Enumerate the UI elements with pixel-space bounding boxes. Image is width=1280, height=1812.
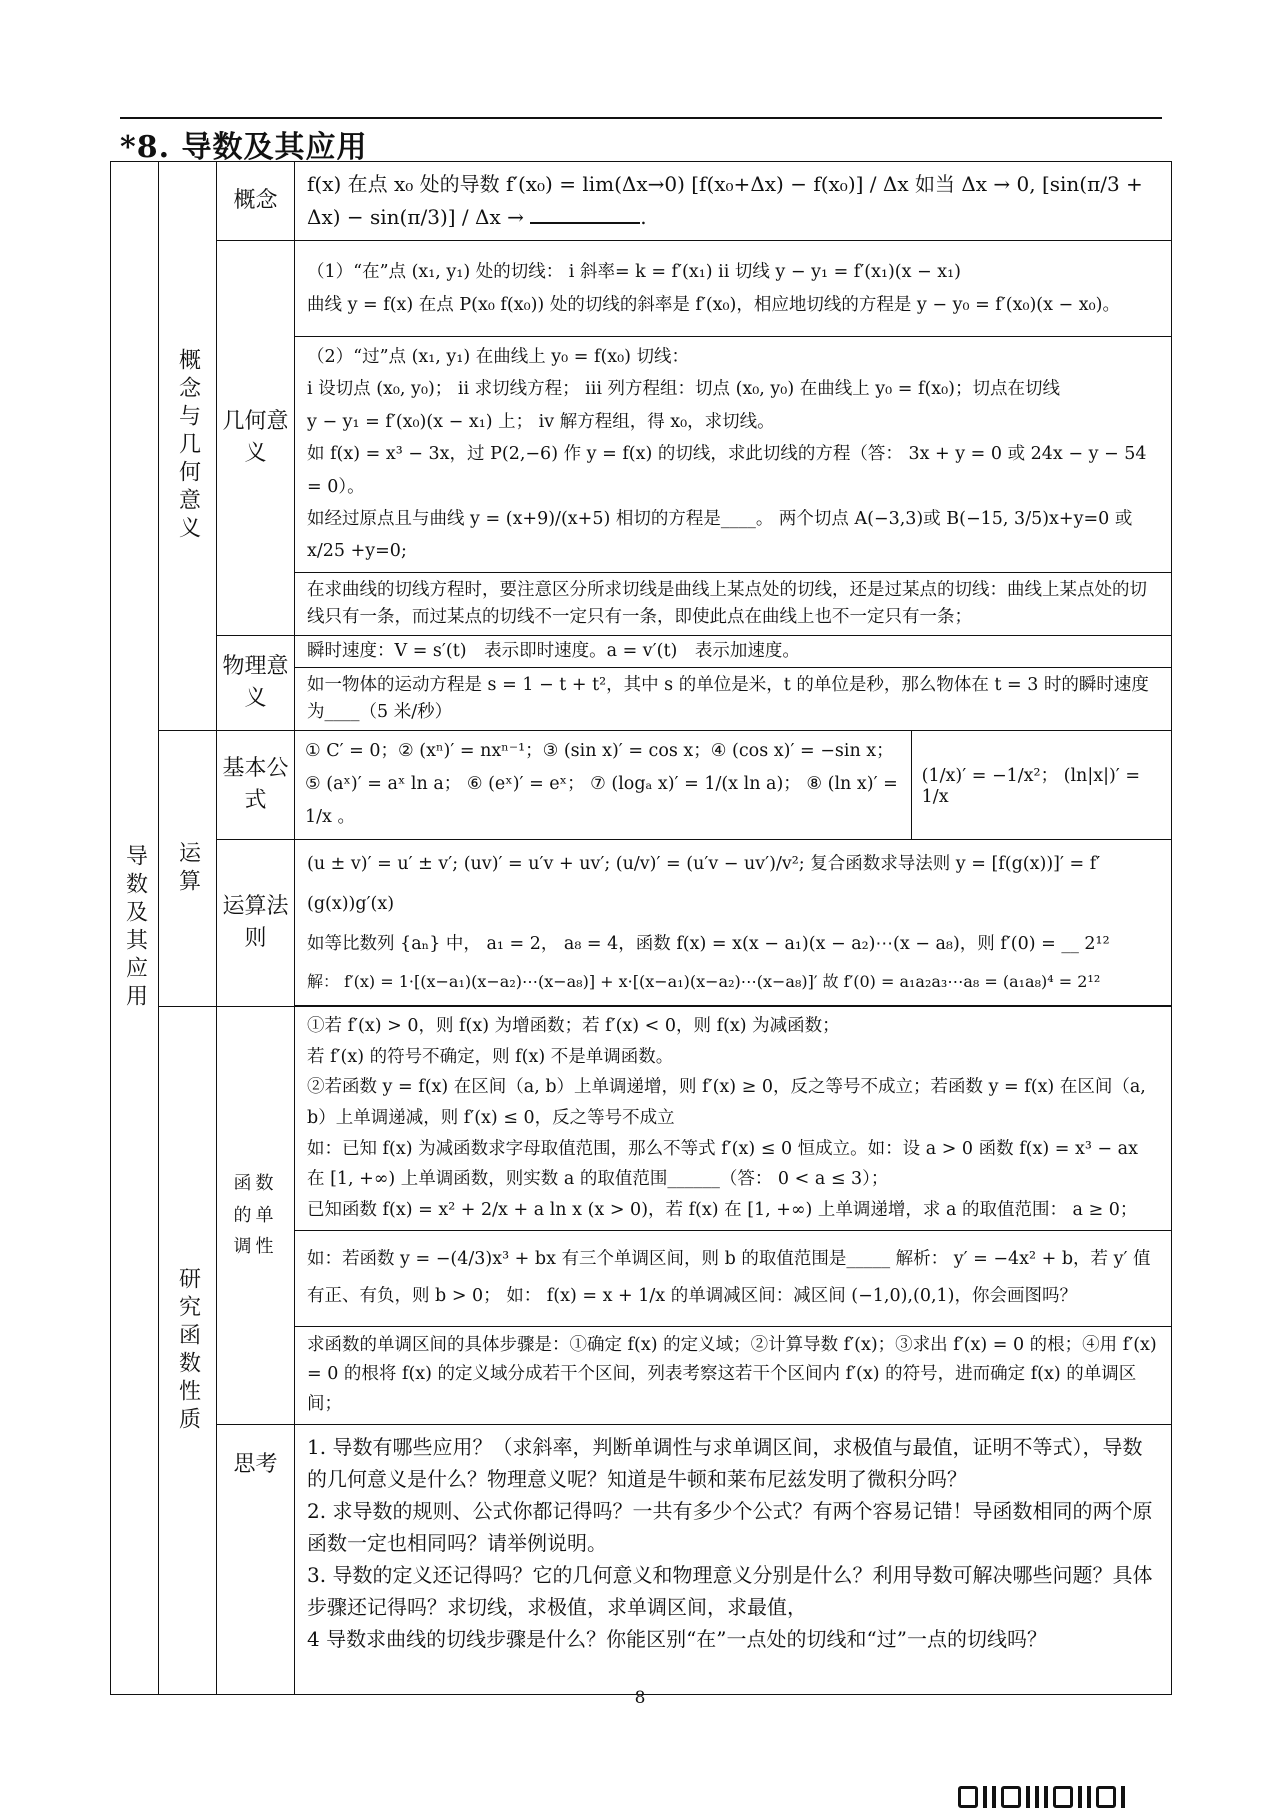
geometry-through-point — [295, 337, 1172, 573]
section-function-properties — [159, 1007, 217, 1695]
label-concept: 概念 — [217, 162, 295, 241]
think-line: 1. 导数有哪些应用？（求斜率，判断单调性与求单调区间，求极值与最值，证明不等式），导数的几何意义是什么？物理意义呢？知道是牛顿和莱布尼兹发明了微积分吗？ — [307, 1434, 1143, 1491]
monotonic-line: 求函数的单调区间的具体步骤是：①确定 f(x) 的定义域；②计算导数 f′(x)；③求出 f′(x) = 0 的根；④用 f′(x) = 0 的根将 f(x) 的定义域分成若干个区间，列表考察这若干个区间内 f′(x) 的符号，进而确定 f(x) 的单调区间； — [307, 1334, 1157, 1415]
section-operations — [159, 730, 217, 1006]
physics-line: 如一物体的运动方程是 s = 1 − t + t²，其中 s 的单位是米，t 的单位是秒，那么物体在 t = 3 时的瞬时速度为____（5 米/秒） — [307, 674, 1149, 722]
think-cell — [295, 1424, 1172, 1694]
physics-line: 瞬时速度：V = s′(t) 表示即时速度。a = v′(t) 表示加速度。 — [307, 640, 800, 661]
monotonic-line: ②若函数 y = f(x) 在区间（a, b）上单调递增，则 f′(x) ≥ 0，反之等号不成立；若函数 y = f(x) 在区间（a, b）上单调递减，则 f′(x) ≤ 0，反之等号不成立 — [307, 1077, 1146, 1129]
monotonic-line: 已知函数 f(x) = x² + 2/x + a ln x (x > 0)，若 f(x) 在 [1, +∞) 上单调递增，求 a 的取值范围： a ≥ 0； — [307, 1199, 1138, 1220]
concept-text: f(x) 在点 x₀ 处的导数 f′(x₀) = lim(Δx→0) [f(x₀+Δx) − f(x₀)] / Δx 如当 Δx → 0, [sin(π/3 + Δx) − sin(π/3)] / Δx → — [307, 172, 1143, 229]
rule-line: 解： f′(x) = 1·[(x−a₁)(x−a₂)⋯(x−a₈)] + x·[(x−a₁)(x−a₂)⋯(x−a₈)]′ 故 f′(0) = a₁a₂a₃⋯a₈ = (a₁a₈)⁴ = 2¹² — [307, 972, 1101, 992]
geometry-note — [295, 572, 1172, 635]
chapter-label: 导数及其应用 — [122, 844, 148, 1013]
chapter-column — [111, 162, 159, 1695]
geometry-line: （2）“过”点 (x₁, y₁) 在曲线上 y₀ = f(x₀) 切线： — [307, 347, 690, 367]
geometry-line: 如经过原点且与曲线 y = (x+9)/(x+5) 相切的方程是____。 两个切点 A(−3,3)或 B(−15, 3/5)x+y=0 或 x/25 +y=0; — [307, 508, 1133, 562]
physics-example — [295, 667, 1172, 730]
think-line: 3. 导数的定义还记得吗？它的几何意义和物理意义分别是什么？利用导数可解决哪些问题？具体步骤还记得吗？求切线，求极值，求单调区间，求最值， — [307, 1562, 1153, 1619]
geometry-line: 如 f(x) = x³ − 3x，过 P(2,−6) 作 y = f(x) 的切线，求此切线的方程（答： 3x + y = 0 或 24x − y − 54 = 0）。 — [307, 444, 1147, 497]
monotonic-line: 如：已知 f(x) 为减函数求字母取值范围，那么不等式 f′(x) ≤ 0 恒成立。如：设 a > 0 函数 f(x) = x³ − ax 在 [1, +∞) 上单调函数，则实数 a 的取值范围______（答： 0 < a ≤ 3）； — [307, 1138, 1138, 1190]
title-rule — [120, 117, 1162, 119]
watermark-bars — [958, 1786, 1130, 1812]
geometry-line: 在求曲线的切线方程时，要注意区分所求切线是曲线上某点处的切线，还是过某点的切线：曲线上某点处的切线只有一条，而过某点的切线不一定只有一条，即使此点在曲线上也不一定只有一条； — [307, 579, 1147, 627]
think-line: 4 导数求曲线的切线步骤是什么？你能区别“在”一点处的切线和“过”一点的切线吗？ — [307, 1626, 1047, 1651]
rule-line: 如等比数列 {aₙ} 中， a₁ = 2， a₈ = 4，函数 f(x) = x(x − a₁)(x − a₂)⋯(x − a₈)，则 f′(0) = __ 2¹² — [307, 934, 1110, 955]
label-monotonic-text: 函数的单调性 — [233, 1173, 278, 1258]
section-label-concept-geometry: 概念与几何意义 — [175, 347, 201, 544]
formula-line: ① C′ = 0；② (xⁿ)′ = nxⁿ⁻¹；③ (sin x)′ = cos x；④ (cos x)′ = −sin x； — [305, 740, 894, 761]
answer-blank — [530, 206, 640, 224]
geometry-line: y − y₁ = f′(x₀)(x − x₁) 上； iv 解方程组，得 x₀，求切线。 — [307, 411, 775, 432]
formula-extra — [911, 731, 1171, 839]
monotonic-line: 如：若函数 y = −(4/3)x³ + bx 有三个单调区间，则 b 的取值范围是_____ 解析： y′ = −4x² + b，若 y′ 值有正、有负，则 b > 0； 如： f(x) = x + 1/x 的单调减区间：减区间 (−1,0),(0,1)，你会画图吗？ — [307, 1249, 1151, 1307]
monotonic-example — [295, 1230, 1172, 1326]
label-geometry: 几何意义 — [217, 241, 295, 636]
section-label-function-properties: 研究函数性质 — [175, 1266, 201, 1435]
section-label-operations: 运算 — [175, 840, 201, 897]
monotonic-steps — [295, 1326, 1172, 1424]
rule-line: (u ± v)′ = u′ ± v′; (uv)′ = u′v + uv′; (u/v)′ = (u′v − uv′)/v²; 复合函数求导法则 y = [f(g(x))]′ = f′(g(x))g′(x) — [307, 853, 1101, 914]
think-line: 2. 求导数的规则、公式你都记得吗？一共有多少个公式？有两个容易记错！导函数相同的两个原函数一定也相同吗？请举例说明。 — [307, 1498, 1153, 1555]
label-formula: 基本公式 — [217, 730, 295, 839]
page-number: 8 — [634, 1688, 646, 1708]
geometry-line: （1）“在”点 (x₁, y₁) 处的切线： i 斜率= k = f′(x₁) ii 切线 y − y₁ = f′(x₁)(x − x₁) — [307, 262, 961, 283]
label-think: 思考 — [217, 1424, 295, 1694]
geometry-at-point — [295, 241, 1172, 337]
label-physics: 物理意义 — [217, 635, 295, 730]
concept-definition: f(x) 在点 x₀ 处的导数 f′(x₀) = lim(Δx→0) [f(x₀+Δx) − f(x₀)] / Δx 如当 Δx → 0, [sin(π/3 + Δx) − sin(π/3)] / Δx → . — [295, 162, 1172, 241]
formula-cell — [295, 730, 1172, 839]
monotonic-line: ①若 f′(x) > 0，则 f(x) 为增函数；若 f′(x) < 0，则 f(x) 为减函数； — [307, 1016, 840, 1037]
label-rules: 运算法则 — [217, 839, 295, 1007]
physics-velocity — [295, 635, 1172, 667]
formula-line: ⑤ (aˣ)′ = aˣ ln a； ⑥ (eˣ)′ = eˣ； ⑦ (logₐ x)′ = 1/(x ln a)； ⑧ (ln x)′ = 1/x 。 — [305, 774, 898, 828]
monotonic-line: 若 f′(x) 的符号不确定，则 f(x) 不是单调函数。 — [307, 1046, 674, 1067]
geometry-line: 曲线 y = f(x) 在点 P(x₀ f(x₀)) 处的切线的斜率是 f′(x₀)，相应地切线的方程是 y − y₀ = f′(x₀)(x − x₀)。 — [307, 294, 1120, 315]
label-monotonic — [217, 1007, 295, 1425]
formula-line: (1/x)′ = −1/x²； (ln|x|)′ = 1/x — [921, 766, 1141, 808]
section-concept-geometry — [159, 162, 217, 731]
page-title: *8. 导数及其应用 — [120, 130, 368, 165]
summary-table — [110, 161, 1172, 1695]
geometry-line: i 设切点 (x₀, y₀)； ii 求切线方程； iii 列方程组：切点 (x₀, y₀) 在曲线上 y₀ = f(x₀)；切点在切线 — [307, 379, 1060, 400]
monotonic-rules — [295, 1007, 1172, 1230]
rules-cell — [295, 839, 1172, 1006]
